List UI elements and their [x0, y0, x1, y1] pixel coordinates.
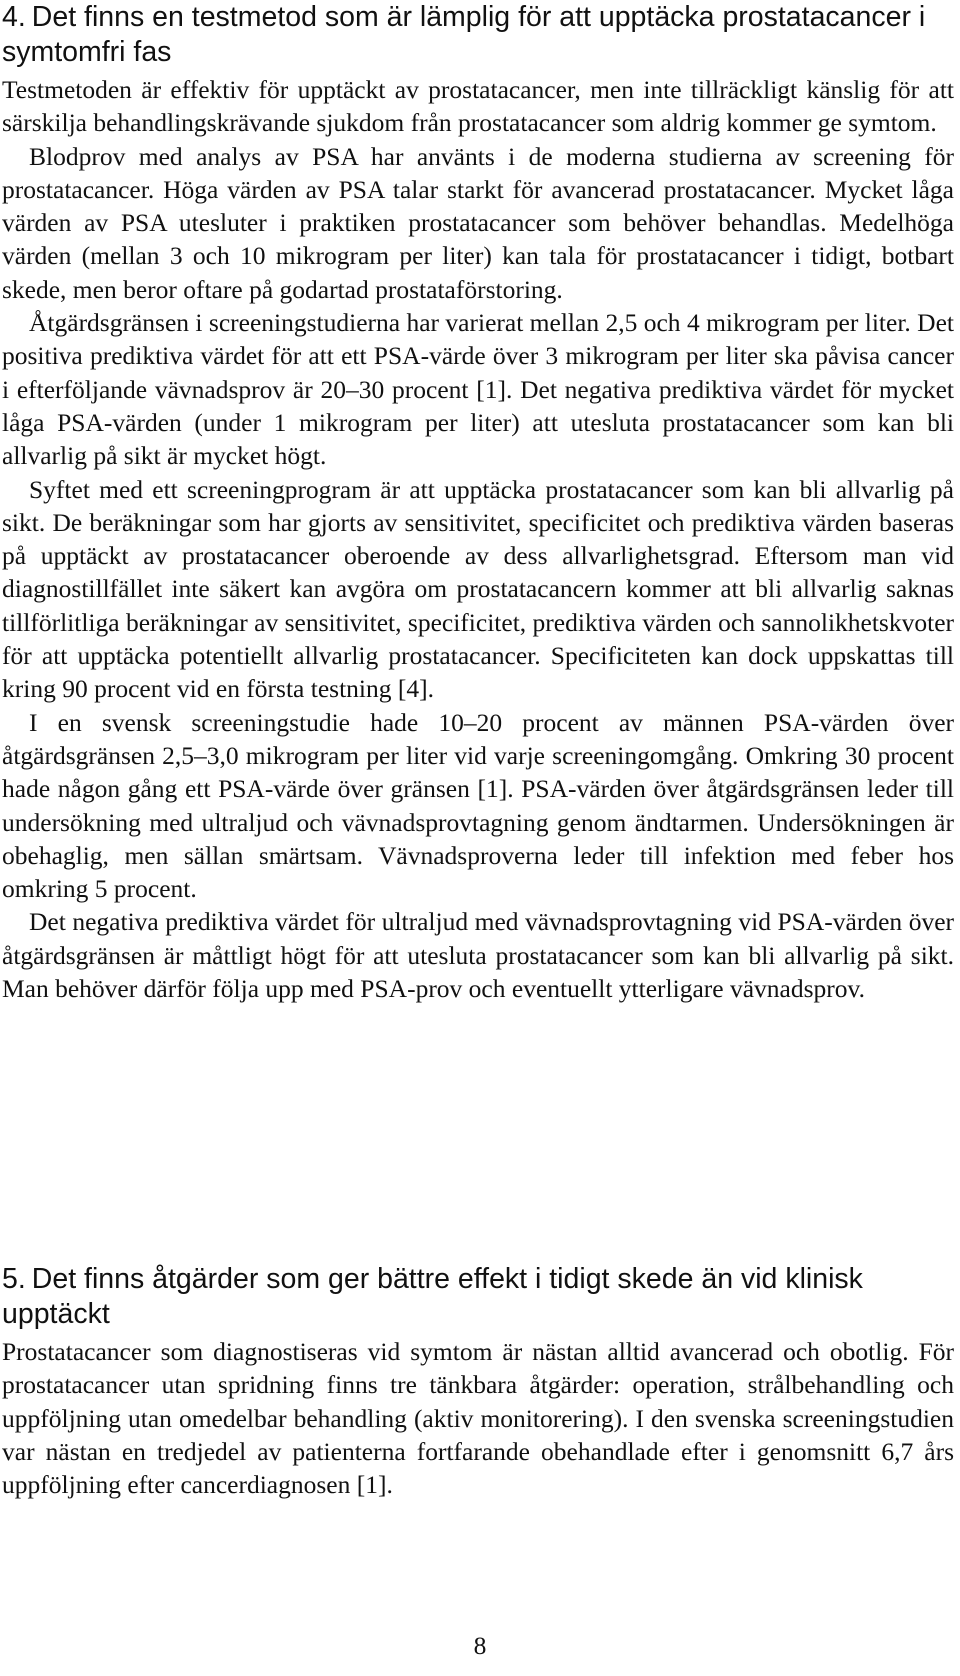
page-number: 8 [473, 1631, 487, 1660]
body-paragraph: I en svensk screeningstudie hade 10–20 procent av männen PSA-värden över åtgärdsgränsen 2,5–3,0 mikrogram per liter vid varje screeningomgång. Omkring 30 procent hade någon gång ett PSA-värde över gränsen [1]. PSA-värden över åtgärdsgränsen leder till undersökning med ultraljud och vävnadsprovtagning genom ändtarmen. Undersökningen är obehaglig, men sällan smärtsam. Vävnadsproverna leder till infektion med feber hos omkring 5 procent. [2, 707, 954, 904]
body-paragraph: Testmetoden är effektiv för upptäckt av prostatacancer, men inte tillräckligt känslig för att särskilja behandlingskrävande sjukdom från prostatacancer som aldrig kommer ge symtom. [2, 75, 954, 138]
section-number: 4. [2, 1, 26, 33]
section-5 [0, 1262, 960, 1501]
body-paragraph: Prostatacancer som diagnostiseras vid symtom är nästan alltid avancerad och obotlig. För prostatacancer utan spridning finns tre tänkbara åtgärder: operation, strålbehandling och uppföljning utan omedelbar behandling (aktiv monitorering). I den svenska screeningstudien var nästan en tredjedel av patienterna fortfarande obehandlade efter i genomsnitt 6,7 års uppföljning efter cancerdiagnosen [1]. [2, 1337, 954, 1500]
body-paragraph: Det negativa prediktiva värdet för ultraljud med vävnadsprovtagning vid PSA-värden över åtgärdsgränsen är måttligt högt för att utesluta prostatacancer som kan bli allvarlig på sikt. Man behöver därför följa upp med PSA-prov och eventuellt ytterligare vävnadsprov. [2, 907, 954, 1004]
section-heading [0, 1262, 952, 1332]
section-title: Det finns åtgärder som ger bättre effekt i tidigt skede än vid klinisk upptäckt [2, 1263, 863, 1330]
section-title: Det finns en testmetod som är lämplig för att upptäcka prostatacancer i symtomfri fas [2, 1, 926, 68]
body-paragraph: Blodprov med analys av PSA har använts i de moderna studierna av screening för prostatacancer. Höga värden av PSA talar starkt för avancerad prostatacancer. Mycket låga värden av PSA utesluter i praktiken prostatacancer som behöver behandlas. Medelhöga värden (mellan 3 och 10 mikrogram per liter) kan tala för prostatacancer i tidigt, botbart skede, men beror oftare på godartad prostataförstoring. [2, 141, 954, 304]
body-paragraph: Syftet med ett screeningprogram är att upptäcka prostatacancer som kan bli allvarlig på sikt. De beräkningar som har gjorts av sensitivitet, specificitet och prediktiva värden baseras på upptäckt av prostatacancer oberoende av dess allvarlighetsgrad. Eftersom man vid diagnostillfället inte säkert kan avgöra om prostatacancern kommer att bli allvarlig saknas tillförlitliga beräkningar av sensitivitet, specificitet, prediktiva värden och sannolikhetskvoter för att upptäcka potentiellt allvarlig prostatacancer. Specificiteten kan dock uppskattas till kring 90 procent vid en första testning [4]. [2, 474, 954, 704]
section-heading [0, 0, 952, 70]
body-paragraph: Åtgärdsgränsen i screeningstudierna har varierat mellan 2,5 och 4 mikrogram per liter. Det positiva prediktiva värdet för att ett PSA-värde över 3 mikrogram per liter ska påvisa cancer i efterföljande vävnadsprov är 20–30 procent [1]. Det negativa prediktiva värdet för mycket låga PSA-värden (under 1 mikrogram per liter) att utesluta prostatacancer som kan bli allvarlig på sikt är mycket högt. [2, 308, 954, 471]
section-number: 5. [2, 1263, 26, 1295]
